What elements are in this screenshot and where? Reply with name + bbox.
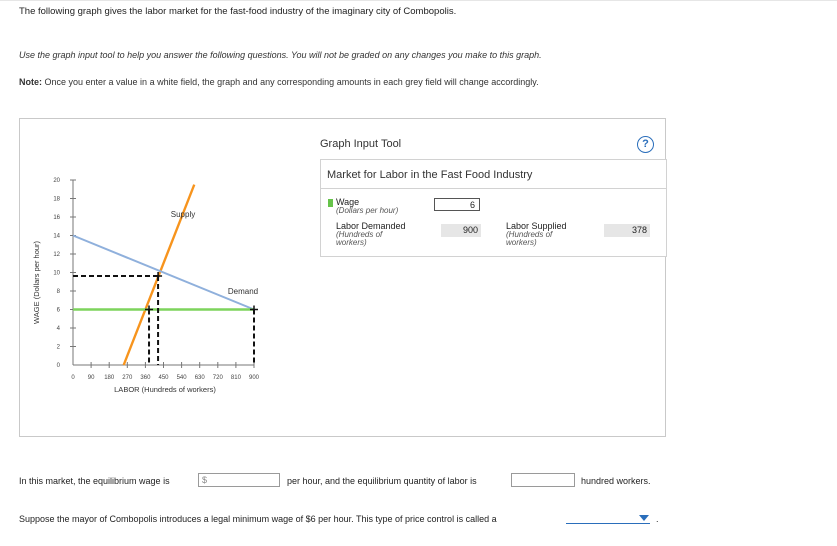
x-tick-label: 90 [87, 375, 95, 381]
x-tick-label: 180 [104, 375, 115, 381]
demand-line [73, 236, 254, 310]
x-tick-label: 540 [176, 375, 187, 381]
wage-marker [250, 306, 258, 314]
y-tick-label: 6 [56, 307, 60, 314]
wage-label: Wage [336, 197, 360, 207]
y-tick-label: 20 [53, 178, 60, 184]
question-1-part-2: per hour, and the equilibrium quantity of labor is [287, 476, 477, 486]
note-text [19, 77, 539, 87]
note-body: Once you enter a value in a white field, the graph and any corresponding amounts in each grey field will change accordingly. [42, 77, 539, 87]
y-tick-label: 18 [53, 196, 60, 203]
tool-header: Market for Labor in the Fast Food Industry [327, 169, 533, 181]
chevron-down-icon[interactable] [639, 515, 649, 521]
x-tick-label: 450 [158, 375, 169, 381]
y-tick-label: 10 [53, 270, 60, 277]
y-tick-label: 4 [56, 326, 60, 332]
equilibrium-quantity-input[interactable] [511, 473, 575, 487]
labor-supplied-value: 378 [604, 224, 650, 237]
x-tick-label: 0 [71, 375, 75, 381]
instructions-text: Use the graph input tool to help you answer the following questions. You will not be graded on any changes you make to this graph. [19, 50, 542, 60]
x-tick-label: 810 [230, 375, 241, 381]
wage-unit: (Dollars per hour) [336, 206, 399, 215]
y-tick-label: 8 [56, 289, 60, 295]
graph-panel [19, 118, 666, 437]
y-tick-label: 12 [53, 252, 60, 258]
demand-label: Demand [227, 287, 259, 296]
x-tick-label: 270 [122, 375, 133, 381]
price-control-dropdown[interactable] [566, 511, 650, 524]
question-1-part-1: In this market, the equilibrium wage is [19, 476, 170, 486]
labor-supplied-unit-2: workers) [506, 238, 537, 247]
top-divider [0, 0, 837, 1]
x-tick-label: 630 [194, 375, 205, 381]
labor-demanded-unit-1: (Hundreds of [336, 230, 383, 239]
y-tick-label: 2 [56, 344, 60, 351]
y-tick-label: 0 [56, 363, 60, 369]
x-tick-label: 720 [212, 375, 223, 381]
graph-input-tool-title: Graph Input Tool [320, 138, 402, 150]
labor-supplied-label: Labor Supplied [506, 221, 567, 231]
intro-text: The following graph gives the labor market for the fast-food industry of the imaginary city of Combopolis. [19, 6, 457, 17]
question-2-text: Suppose the mayor of Combopolis introduces a legal minimum wage of $6 per hour. This type of price control is called a [19, 514, 497, 524]
equilibrium-wage-input[interactable]: $ [198, 473, 280, 487]
labor-demanded-unit-2: workers) [336, 238, 367, 247]
y-axis-title: WAGE (Dollars per hour) [32, 240, 41, 325]
tool-divider [321, 188, 666, 189]
labor-demanded-value: 900 [441, 224, 481, 237]
supply-label: Supply [170, 210, 196, 219]
graph-input-tool [320, 159, 667, 257]
help-icon[interactable]: ? [637, 136, 654, 153]
x-tick-label: 900 [248, 375, 260, 381]
x-tick-label: 360 [140, 375, 151, 381]
question-2-end: . [656, 514, 659, 524]
x-axis-title: LABOR (Hundreds of workers) [114, 385, 216, 394]
question-1-part-3: hundred workers. [581, 476, 651, 486]
note-label: Note: [19, 77, 42, 87]
y-tick-label: 14 [53, 233, 60, 240]
wage-input[interactable]: 6 [434, 198, 480, 211]
labor-supplied-unit-1: (Hundreds of [506, 230, 553, 239]
labor-demanded-label: Labor Demanded [336, 221, 406, 231]
wage-legend-swatch [328, 199, 333, 207]
y-tick-label: 16 [53, 215, 60, 221]
labor-market-chart[interactable] [20, 119, 310, 434]
